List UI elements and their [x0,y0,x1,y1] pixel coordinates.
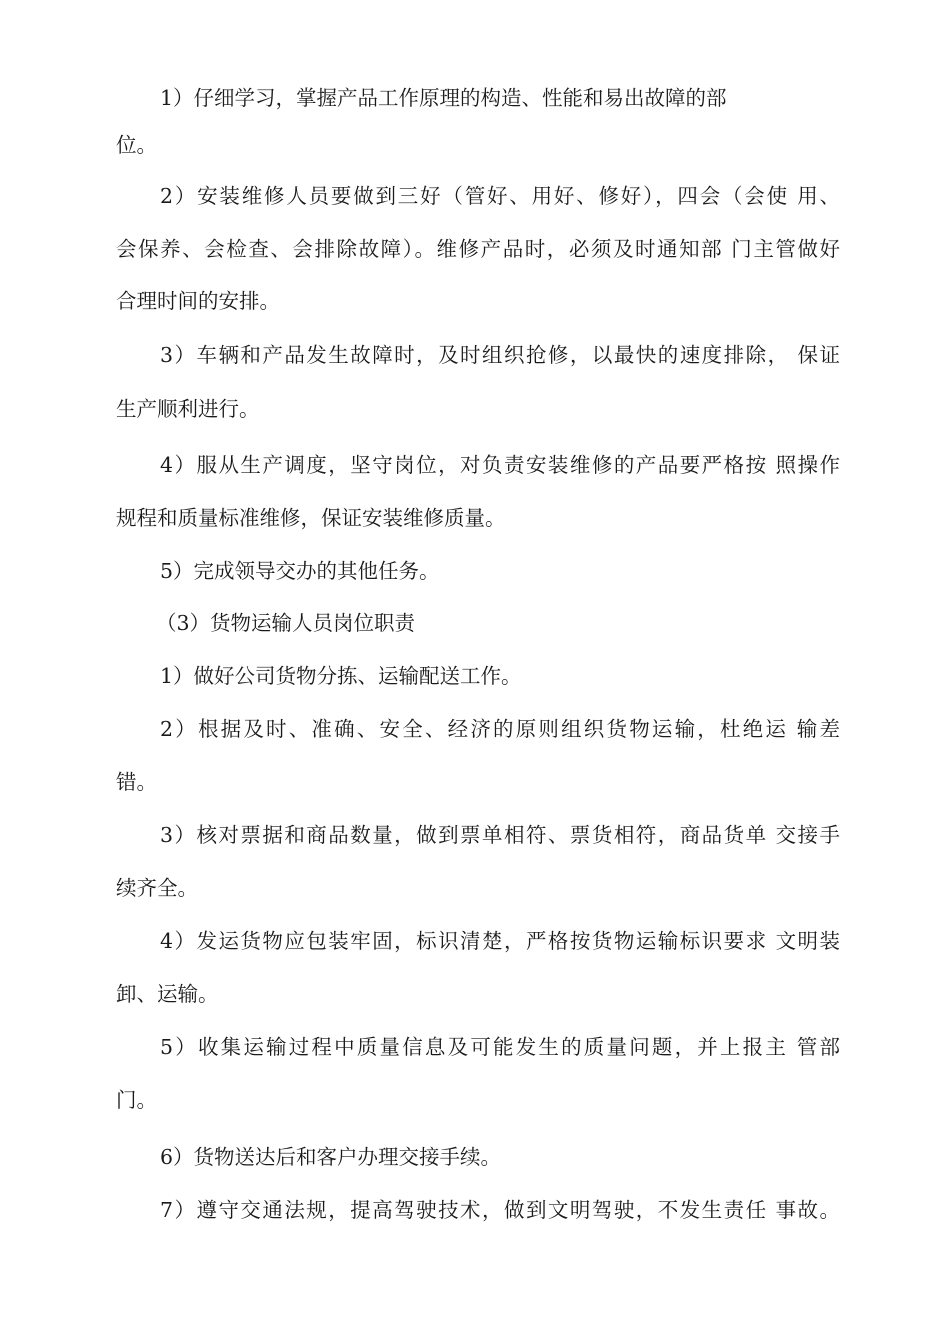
para-8-line-2: 续齐全。 [116,876,198,900]
para-10-line-2: 门。 [116,1088,157,1112]
para-1-line-2: 位。 [116,133,157,157]
para-6-line-1: 1）做好公司货物分拣、运输配送工作。 [160,664,522,688]
para-1-line-1: 1）仔细学习，掌握产品工作原理的构造、性能和易出故障的部 [160,86,727,110]
para-2-line-2: 会保养、会检查、会排除故障）。维修产品时，必须及时通知部 门主管做好 [116,237,840,261]
para-2-line-1: 2）安装维修人员要做到三好（管好、用好、修好），四会（会使 用、 [160,184,840,208]
para-5-line-1: 5）完成领导交办的其他任务。 [160,559,440,583]
para-10-line-1: 5）收集运输过程中质量信息及可能发生的质量问题，并上报主 管部 [160,1035,840,1059]
para-9-line-1: 4）发运货物应包装牢固，标识清楚，严格按货物运输标识要求 文明装 [160,929,840,953]
para-12-line-1: 7）遵守交通法规，提高驾驶技术，做到文明驾驶，不发生责任 事故。 [160,1198,840,1222]
para-4-line-2: 规程和质量标准维修，保证安装维修质量。 [116,506,506,530]
para-11-line-1: 6）货物送达后和客户办理交接手续。 [160,1145,502,1169]
para-4-line-1: 4）服从生产调度，坚守岗位，对负责安装维修的产品要严格按 照操作 [160,453,840,477]
section-heading: （3）货物运输人员岗位职责 [156,611,416,635]
para-3-line-2: 生产顺利进行。 [116,397,260,421]
para-7-line-1: 2）根据及时、准确、安全、经济的原则组织货物运输，杜绝运 输差 [160,717,840,741]
para-7-line-2: 错。 [116,770,157,794]
para-2-line-3: 合理时间的安排。 [116,289,280,313]
para-9-line-2: 卸、运输。 [116,982,219,1006]
para-3-line-1: 3）车辆和产品发生故障时，及时组织抢修，以最快的速度排除， 保证 [160,343,840,367]
para-8-line-1: 3）核对票据和商品数量，做到票单相符、票货相符，商品货单 交接手 [160,823,840,847]
